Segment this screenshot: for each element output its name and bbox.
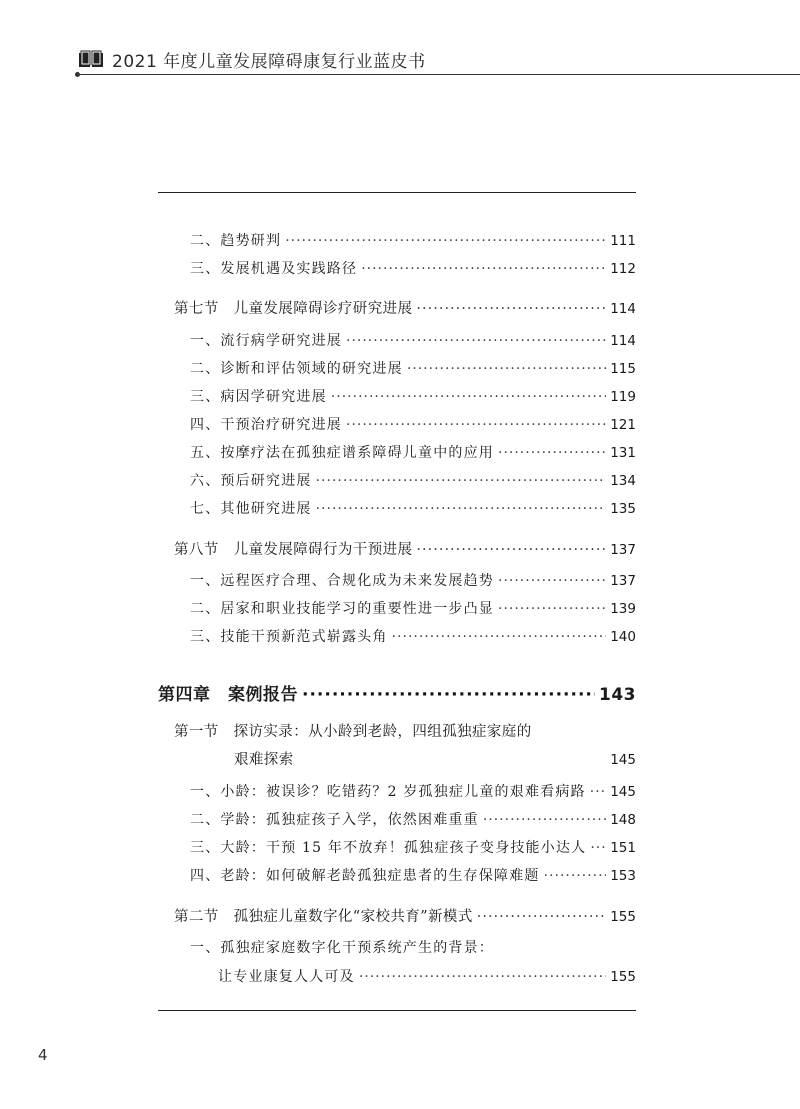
header-title: 2021 年度儿童发展障碍康复行业蓝皮书 [112,51,426,72]
leader-dots [302,685,595,705]
toc-entry[interactable]: 四、干预治疗研究进展 ····· 121 [190,414,636,434]
leader-dots [359,969,606,985]
leader-dots [483,812,606,828]
toc-entry[interactable]: 四、老龄：如何破解老龄孤独症患者的生存保障难题 ····· 153 [190,865,636,885]
leader-dots [498,445,606,461]
toc-entry-line2[interactable]: 让专业康复人人可及 ····· 155 [218,966,636,986]
leader-dots [498,573,606,589]
leader-dots [544,868,607,884]
toc-entry[interactable]: 三、大龄：干预 15 年不放弃！孤独症孩子变身技能小达人 ····· 151 [190,837,636,857]
toc-entry[interactable]: 七、其他研究进展 ····· 135 [190,498,636,518]
page-number: 4 [38,1046,48,1064]
leader-dots [590,840,606,856]
toc-entry[interactable]: 三、发展机遇及实践路径 ····· 112 [190,258,636,278]
toc-entry[interactable]: 六、预后研究进展 ····· 134 [190,470,636,490]
leader-dots [361,261,606,277]
leader-dots [498,601,606,617]
toc-section[interactable]: 第八节 儿童发展障碍行为干预进展 ····· 137 [174,538,636,559]
toc-entry[interactable]: 五、按摩疗法在孤独症谱系障碍儿童中的应用 ····· 131 [190,442,636,462]
leader-dots [346,333,606,349]
toc-section[interactable]: 第二节 孤独症儿童数字化“家校共育”新模式 ····· 155 [174,905,636,926]
toc-entry[interactable]: 二、居家和职业技能学习的重要性进一步凸显 ····· 139 [190,598,636,618]
leader-dots [331,389,606,405]
toc-section-line2[interactable]: 艰难探索 145 [234,752,636,768]
toc-entry[interactable]: 三、技能干预新范式崭露头角 ····· 140 [190,626,636,646]
leader-dots [590,784,606,800]
toc-entry[interactable]: 一、小龄：被误诊？吃错药？2 岁孤独症儿童的艰难看病路 ····· 145 [190,781,636,801]
toc-bottom-rule [158,1010,636,1011]
toc-entry[interactable]: 三、病因学研究进展 ····· 119 [190,386,636,406]
leader-dots [346,417,606,433]
leader-dots [477,909,606,925]
toc-section-line1[interactable]: 第一节 探访实录：从小龄到老龄，四组孤独症家庭的 [174,724,532,740]
leader-dots [392,629,607,645]
leader-dots [316,473,607,489]
toc-entry[interactable]: 二、趋势研判 ····· 111 [190,230,636,250]
leader-dots [416,542,606,558]
toc-chapter[interactable]: 第四章 案例报告 ····· 143 [158,680,636,705]
toc-entry-line1[interactable]: 一、孤独症家庭数字化干预系统产生的背景： [190,940,494,956]
toc-section[interactable]: 第七节 儿童发展障碍诊疗研究进展 ····· 114 [174,297,636,318]
leader-dots [285,233,606,249]
toc-entry[interactable]: 一、流行病学研究进展 ····· 114 [190,330,636,350]
leader-dots [416,301,606,317]
toc-entry[interactable]: 二、学龄：孤独症孩子入学，依然困难重重 ····· 148 [190,809,636,829]
leader-dots [316,501,607,517]
leader-dots [407,361,606,377]
toc-entry[interactable]: 一、远程医疗合理、合规化成为未来发展趋势 ····· 137 [190,570,636,590]
toc-entry[interactable]: 二、诊断和评估领域的研究进展 ····· 115 [190,358,636,378]
